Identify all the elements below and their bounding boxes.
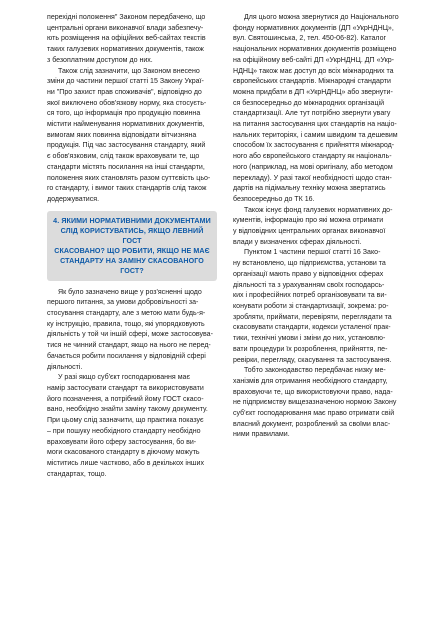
paragraph: Пунктом 1 частини першої статті 16 Зако- ну встановлено, що підприємства, установи та організації мають право у відповідних сферах діяльності та з урахуванням своїх господарсь- ких і професійних потреб організовувати та ви- конувати роботи зі стандартизації, зокрема: ро- зробляти, приймати, перевіряти, переглядати та скасовувати стандарти, кодекси усталеної прак- тики, технічні умови і зміни до них, установлю- вати процедури їх розроблення, прийняття, пе- ревірки, перегляду, скасування та застосування. [233,249,392,364]
right-column [233,13,405,441]
paragraph: перехідні положення" Законом передбачено, що центральні органи виконавчої влади забезпечу- ють розміщення на офіційних веб-сайтах текстів таких галузевих нормативних документів, також з безоплатним доступом до них. [47,14,206,64]
left-column [47,13,217,480]
section-heading: 4. ЯКИМИ НОРМАТИВНИМИ ДОКУМЕНТАМИ СЛІД КОРИСТУВАТИСЬ, ЯКЩО ЛЕВНИЙ ГОСТ СКАСОВАНО? ЩО РОБИТИ, ЯКЩО НЕ МАЄ СТАНДАРТУ НА ЗАМІНУ СКАСОВАНОГО ГОСТ? [47,211,217,281]
paragraph: Для цього можна звернутися до Національного фонду нормативних документів (ДП «УкрНДНЦ», вул. Святошинська, 2, тел. 450-06-82). Каталог національних нормативних документів розміщено на офіційному веб-сайті ДП «УкрНДНЦ. ДП «Укр- НДНЦ» також має доступ до всіх міжнародних та європейських стандартів. Міжнародні стандарти можна придбати в ДП «УкрНДНЦ» або звернути- ся безпосередньо до міжнародних організацій стандартизації. Але тут потрібно звернути увагу на питання застосування цих стандартів на націо- нальних територіях, і самим швидким та дешевим способом їх застосування є прийняття міжнарод- ного або європейського стандарту як національ- ного (наприклад, на мові оригіналу, або методом перекладу). У разі такої необхідності щодо стан- дартів на підімальну техніку можна звертатись безпосередньо до ТК 16. [233,14,399,203]
paragraph: Тобто законодавство передбачає низку ме- ханізмів для отримання необхідного стандарту, враховуючи те, що використовуючи право, нада- не підприємству вищезазначеною нормою Закону суб'єкт господарювання має право отримати свій власний документ, розроблений за своїми влас- ними правилами. [233,367,397,439]
paragraph: Також слід зазначити, що Законом внесено зміни до частини першої статті 15 Закону Украї- ни "Про захист прав споживачів", відповідно до якої виключено обов'язкову норму, яка стосуєть- ся того, що інформація про продукцію повинна містити найменування нормативних документів, вимогам яких повинна відповідати вітчизняна продукція. Під час застосування стандарту, який є обов'язковим, слід також враховувати те, що стандарти містять посилання на інші стандарти, положення яких становлять разом суттєвість цьо- го стандарту, і вимог таких стандартів слід також додержуватися. [47,67,211,203]
paragraph: Як було зазначено вище у роз'ясненні щодо першого питання, за умови добровільності за- стосування стандарту, але з метою мати будь-я- ку інструкцію, правила, тощо, які упорядковують діяльність у той чи іншій сфері, може застосовува- тися не чинний стандарт, якщо на нього не перед- бачається робити посилання у відповідній сфері діяльності. [47,288,213,371]
paragraph: Також існує фонд галузевих нормативних до- кументів, інформацію про які можна отримати у відповідних центральних органах виконавчої влади у визначених сферах діяльності. [233,206,393,246]
paragraph: У разі якщо суб'єкт господарювання має намір застосувати стандарт та використовувати його позначення, а потрібний йому ГОСТ скасо- вано, необхідно знайти заміну такому документу. При цьому слід зазначити, що практика показує – при пошуку необхідного стандарту необхідно враховувати його сферу застосування, бо ви- моги скасованого стандарту в діючому можуть міститись лише частково, або в декількох інших стандартах, тощо. [47,374,208,478]
